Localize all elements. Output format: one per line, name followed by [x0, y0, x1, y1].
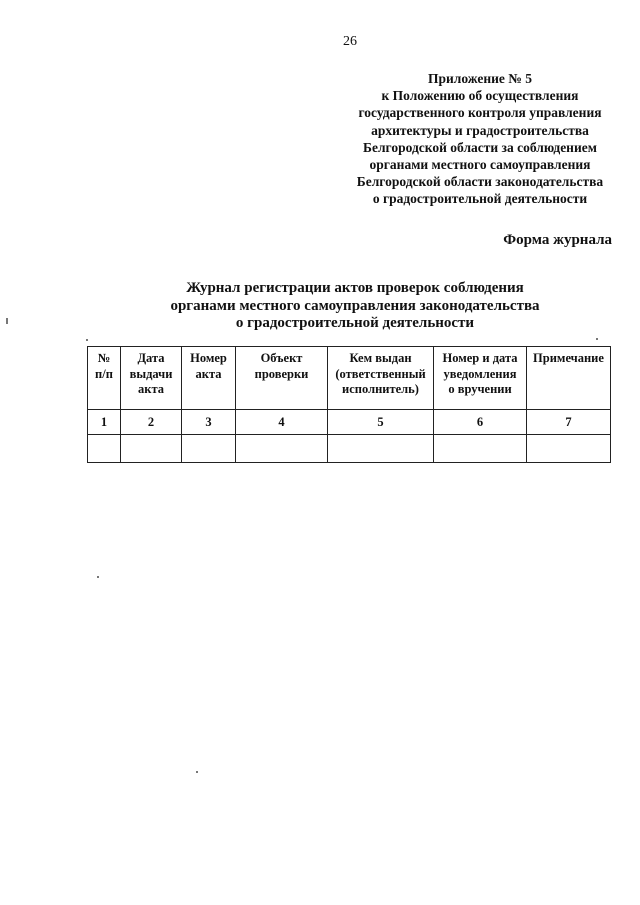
- column-header: [527, 347, 611, 410]
- scan-speck: [86, 339, 88, 341]
- journal-title: [0, 280, 640, 333]
- appendix-line: архитектуры и градостроительства: [371, 122, 589, 138]
- journal-title-line: органами местного самоуправления законодательства: [170, 297, 540, 314]
- column-header: [88, 347, 121, 410]
- empty-cell: [182, 435, 236, 463]
- journal-title-line: Журнал регистрации актов проверок соблюдения: [186, 280, 524, 296]
- empty-cell: [88, 435, 121, 463]
- column-number-cell: 5: [328, 410, 434, 435]
- column-header-line: исполнитель): [342, 382, 419, 396]
- column-header-line: №: [97, 351, 111, 365]
- empty-cell: [236, 435, 328, 463]
- scan-speck: [196, 771, 198, 773]
- column-header-line: Кем выдан: [349, 351, 412, 365]
- empty-entry-row: [88, 435, 611, 463]
- column-header-line: Примечание: [533, 351, 604, 365]
- column-number-cell: 6: [434, 410, 527, 435]
- column-number-cell: 3: [182, 410, 236, 435]
- appendix-line: органами местного самоуправления: [369, 157, 591, 173]
- appendix-line: к Положению об осуществления: [381, 88, 579, 104]
- journal-table: [87, 346, 611, 463]
- journal-title-line: о градостроительной деятельности: [235, 315, 475, 331]
- column-header: [434, 347, 527, 410]
- appendix-line: Белгородской области законодательства: [356, 174, 604, 190]
- scan-speck: [97, 576, 99, 578]
- column-header-line: (ответственный: [335, 366, 426, 381]
- column-header-line: уведомления: [443, 366, 517, 381]
- appendix-header: [330, 70, 630, 208]
- column-number-cell: 7: [527, 410, 611, 435]
- appendix-line: о градостроительной деятельности: [372, 191, 588, 207]
- column-header-line: выдачи: [129, 366, 173, 381]
- scan-speck: [6, 318, 8, 324]
- column-header-line: Номер: [190, 351, 227, 365]
- column-number-row: [88, 410, 611, 435]
- column-header-line: п/п: [95, 366, 113, 381]
- appendix-line: государственного контроля управления: [358, 105, 602, 121]
- column-number-cell: 4: [236, 410, 328, 435]
- column-header-line: акта: [138, 382, 164, 396]
- column-number-cell: 2: [121, 410, 182, 435]
- column-header-line: Номер и дата: [442, 351, 518, 365]
- form-label: Форма журнала: [503, 232, 612, 248]
- scan-speck: [596, 338, 598, 340]
- column-number-cell: 1: [88, 410, 121, 435]
- empty-cell: [328, 435, 434, 463]
- empty-cell: [434, 435, 527, 463]
- empty-cell: [527, 435, 611, 463]
- column-header-line: Объект: [260, 351, 303, 365]
- column-header: [236, 347, 328, 410]
- column-header: [182, 347, 236, 410]
- column-header: [328, 347, 434, 410]
- column-header-line: Дата: [137, 351, 165, 365]
- appendix-line: Приложение № 5: [428, 71, 532, 86]
- column-header: [121, 347, 182, 410]
- column-header-line: о вручении: [448, 382, 512, 396]
- table-header-row: [88, 347, 611, 410]
- appendix-line: Белгородской области за соблюдением: [363, 139, 597, 155]
- empty-cell: [121, 435, 182, 463]
- column-header-line: проверки: [254, 366, 309, 381]
- column-header-line: акта: [195, 366, 222, 381]
- page-number: 26: [343, 34, 357, 49]
